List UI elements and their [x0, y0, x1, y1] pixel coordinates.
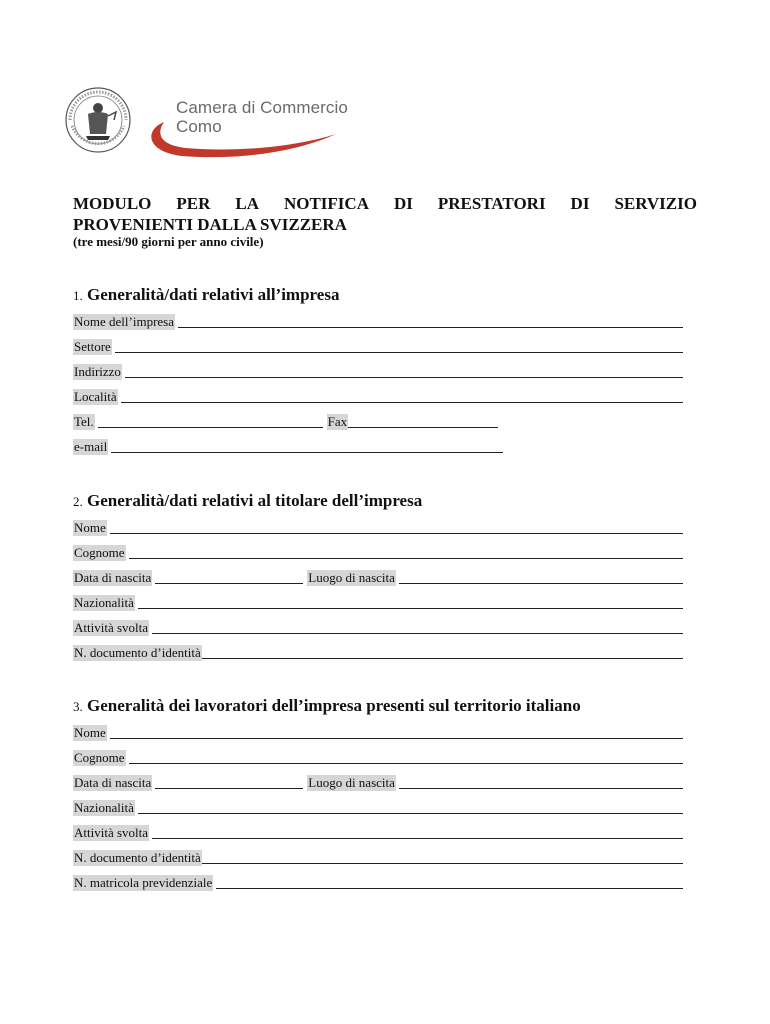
- form-title: [73, 193, 697, 235]
- field-label: Nome dell’impresa: [74, 314, 174, 329]
- org-name-line2: Como: [176, 117, 222, 136]
- brand-logo: [142, 76, 382, 162]
- input-line[interactable]: [111, 452, 503, 453]
- input-line[interactable]: [155, 583, 303, 584]
- field-nazionalita: [73, 588, 683, 613]
- field-label: Nazionalità: [74, 800, 134, 815]
- input-line[interactable]: [129, 558, 683, 559]
- field-documento: [73, 843, 683, 868]
- field-label: Cognome: [74, 750, 125, 765]
- input-line[interactable]: [152, 633, 683, 634]
- seal-icon: [64, 86, 132, 154]
- input-line[interactable]: [202, 658, 683, 659]
- title-word: MODULO: [73, 194, 152, 213]
- section-title: Generalità/dati relativi al titolare dell’impresa: [87, 491, 423, 510]
- title-word: PRESTATORI: [437, 194, 546, 213]
- input-line[interactable]: [138, 813, 683, 814]
- input-line[interactable]: [110, 738, 683, 739]
- field-settore: [73, 332, 683, 357]
- field-documento: [73, 638, 683, 663]
- form-subtitle: (tre mesi/90 giorni per anno civile): [73, 234, 264, 249]
- swoosh-icon: [142, 116, 342, 162]
- input-line[interactable]: [129, 763, 683, 764]
- field-label: Tel.: [74, 414, 94, 429]
- input-line[interactable]: [110, 533, 683, 534]
- field-label: Luogo di nascita: [308, 570, 395, 585]
- field-tel-fax: [73, 407, 683, 432]
- input-line[interactable]: [216, 888, 683, 889]
- field-attivita: [73, 613, 683, 638]
- field-label: Cognome: [74, 545, 125, 560]
- field-label: N. documento d’identità: [74, 850, 201, 865]
- field-matricola: [73, 868, 683, 893]
- field-localita: [73, 382, 683, 407]
- field-attivita: [73, 818, 683, 843]
- input-line[interactable]: [399, 788, 683, 789]
- field-nascita: [73, 563, 683, 588]
- field-cognome: [73, 538, 683, 563]
- field-label: Indirizzo: [74, 364, 121, 379]
- input-line[interactable]: [152, 838, 683, 839]
- field-label: Data di nascita: [74, 570, 152, 585]
- field-label: e-mail: [74, 439, 108, 454]
- field-label: Settore: [74, 339, 111, 354]
- section-heading: [73, 283, 683, 307]
- input-line[interactable]: [178, 327, 683, 328]
- title-word: DI: [570, 194, 590, 213]
- input-line[interactable]: [125, 377, 683, 378]
- section-number: 3.: [73, 699, 83, 714]
- field-label: Nome: [74, 725, 106, 740]
- section-heading: [73, 694, 683, 718]
- input-line[interactable]: [138, 608, 683, 609]
- section-impresa: [73, 283, 683, 457]
- title-word: NOTIFICA: [283, 194, 369, 213]
- section-titolare: [73, 489, 683, 663]
- input-line[interactable]: [348, 427, 498, 428]
- input-line[interactable]: [115, 352, 683, 353]
- section-lavoratori: [73, 694, 683, 893]
- header-logo-area: [64, 76, 364, 166]
- field-label: Fax: [327, 414, 348, 429]
- field-nascita: [73, 768, 683, 793]
- field-label: Nazionalità: [74, 595, 134, 610]
- section-heading: [73, 489, 683, 513]
- input-line[interactable]: [98, 427, 323, 428]
- field-nome-impresa: [73, 307, 683, 332]
- field-nome: [73, 718, 683, 743]
- title-line2: PROVENIENTI DALLA SVIZZERA: [73, 215, 347, 234]
- field-label: N. documento d’identità: [74, 645, 201, 660]
- input-line[interactable]: [399, 583, 683, 584]
- field-label: N. matricola previdenziale: [74, 875, 213, 890]
- field-label: Luogo di nascita: [308, 775, 395, 790]
- input-line[interactable]: [121, 402, 683, 403]
- field-nome: [73, 513, 683, 538]
- field-email: [73, 432, 683, 457]
- section-number: 1.: [73, 288, 83, 303]
- title-word: SERVIZIO: [614, 194, 697, 213]
- input-line[interactable]: [155, 788, 303, 789]
- field-label: Località: [74, 389, 117, 404]
- field-cognome: [73, 743, 683, 768]
- field-label: Attività svolta: [74, 825, 149, 840]
- title-word: DI: [393, 194, 413, 213]
- title-line1: [73, 193, 697, 214]
- input-line[interactable]: [202, 863, 683, 864]
- section-title: Generalità/dati relativi all’impresa: [87, 285, 340, 304]
- org-name-line1: Camera di Commercio: [176, 98, 348, 117]
- field-nazionalita: [73, 793, 683, 818]
- title-word: PER: [176, 194, 211, 213]
- field-indirizzo: [73, 357, 683, 382]
- title-word: LA: [235, 194, 259, 213]
- field-label: Nome: [74, 520, 106, 535]
- field-label: Data di nascita: [74, 775, 152, 790]
- field-label: Attività svolta: [74, 620, 149, 635]
- section-title: Generalità dei lavoratori dell’impresa presenti sul territorio italiano: [87, 696, 581, 715]
- section-number: 2.: [73, 494, 83, 509]
